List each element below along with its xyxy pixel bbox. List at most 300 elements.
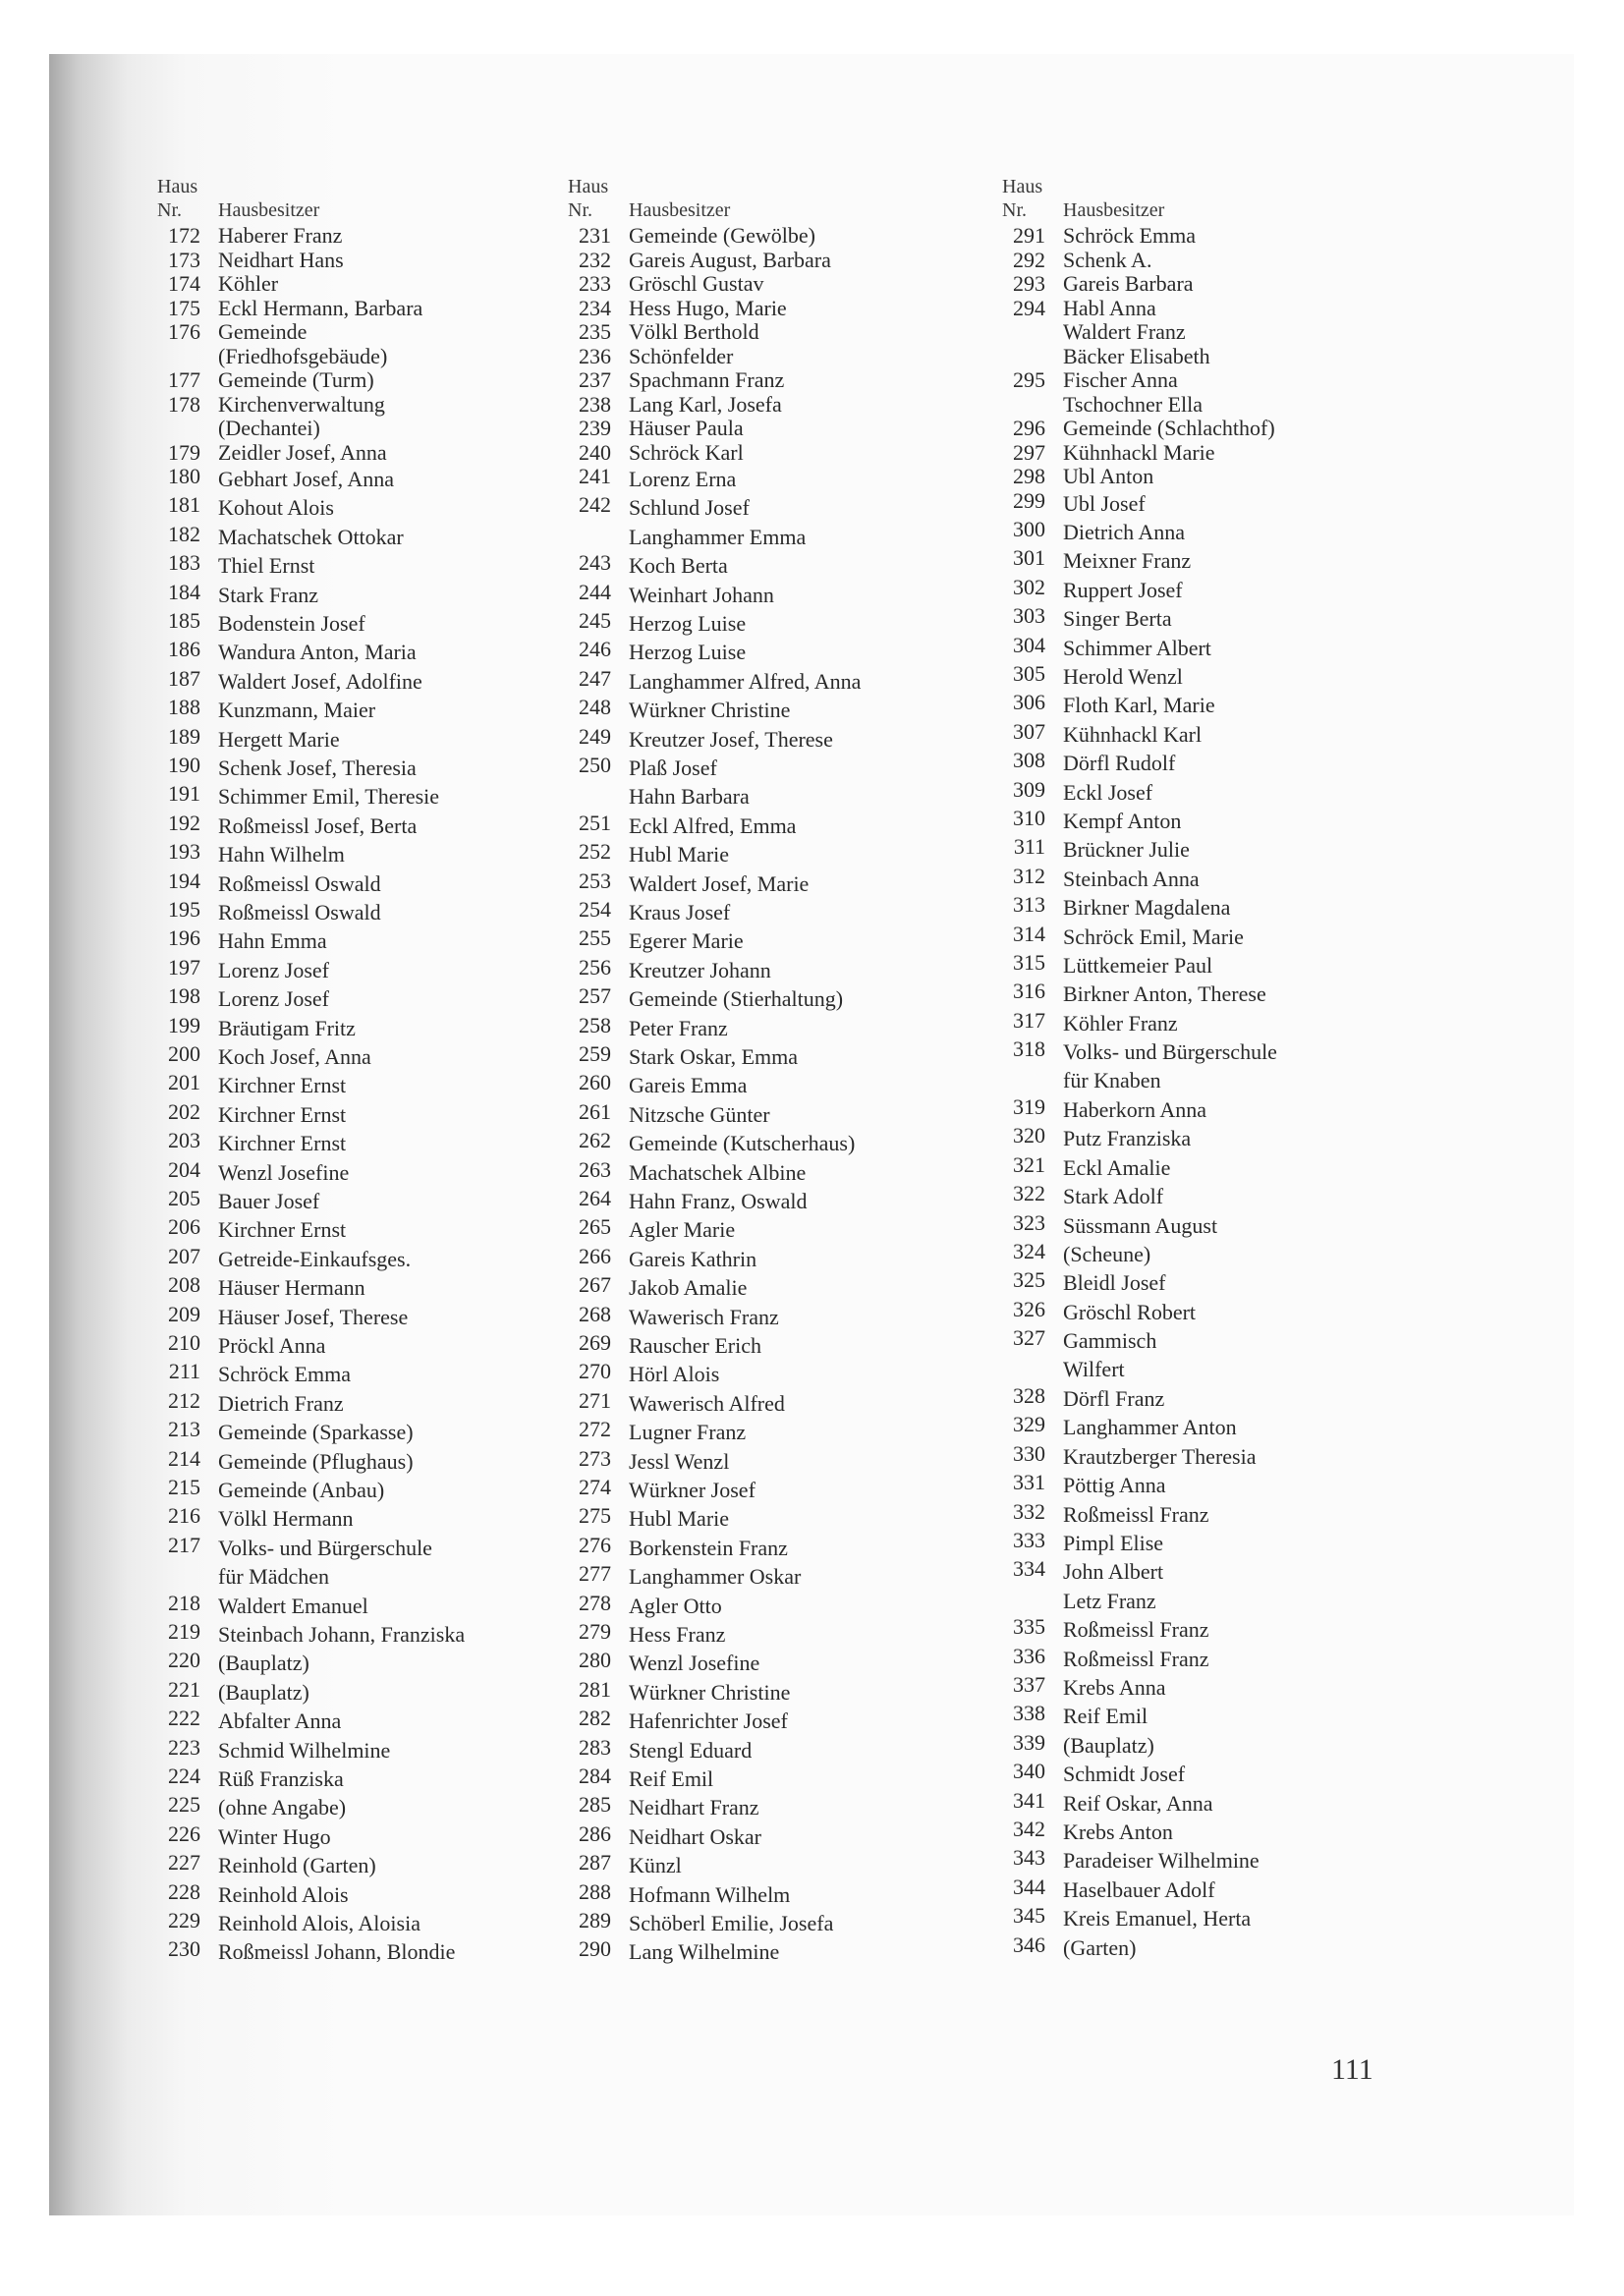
house-number: 283 [579, 1734, 611, 1760]
house-number: 177 [168, 367, 200, 392]
house-number: 239 [579, 416, 611, 440]
owner-line: Dörfl Rudolf [1063, 751, 1176, 776]
house-number: 308 [1013, 748, 1045, 773]
house-owner [629, 1331, 761, 1360]
house-number: 247 [579, 665, 611, 691]
house-number: 199 [168, 1012, 200, 1037]
owner-line: Meixner Franz [1063, 548, 1192, 574]
house-number: 310 [1013, 805, 1045, 830]
house-owner [629, 249, 831, 273]
owner-line: Singer Berta [1063, 606, 1172, 632]
house-number: 172 [168, 223, 200, 248]
house-owner [1063, 604, 1172, 633]
owner-line: Ruppert Josef [1063, 577, 1183, 602]
owner-line: Letz Franz [1063, 1588, 1156, 1613]
house-number: 251 [579, 810, 611, 835]
house-number: 339 [1013, 1729, 1045, 1755]
house-number: 195 [168, 897, 200, 922]
owner-line: Langhammer Alfred, Anna [629, 668, 862, 694]
owner-line: Herzog Luise [629, 640, 747, 665]
owner-line: Langhammer Oskar [629, 1564, 802, 1590]
house-owner [629, 1303, 779, 1331]
house-number: 246 [579, 637, 611, 662]
owner-line: Lorenz Erna [629, 467, 737, 491]
house-number: 205 [168, 1186, 200, 1210]
house-owner [1063, 489, 1146, 518]
house-number: 342 [1013, 1816, 1045, 1841]
house-owner [1063, 1702, 1148, 1730]
house-number: 250 [579, 753, 611, 777]
house-number: 309 [1013, 776, 1045, 802]
house-owner [1063, 1182, 1163, 1210]
house-number: 256 [579, 954, 611, 980]
owner-line: Hubl Marie [629, 842, 730, 868]
owner-line: Gröschl Gustav [629, 271, 764, 296]
house-number: 302 [1013, 574, 1045, 599]
house-owner [218, 1764, 344, 1793]
house-owner [1063, 368, 1203, 417]
house-owner [629, 1418, 746, 1446]
owner-line: Krautzberger Theresia [1063, 1443, 1257, 1469]
owner-line: Gemeinde (Sparkasse) [218, 1420, 414, 1445]
owner-line: Koch Josef, Anna [218, 1044, 371, 1069]
house-owner [218, 1793, 346, 1821]
header-haus: Haus [1002, 176, 1043, 197]
owner-line: Pröckl Anna [218, 1333, 326, 1358]
owner-line: Eckl Hermann, Barbara [218, 295, 423, 320]
owner-line: Krebs Anna [1063, 1674, 1166, 1700]
house-number: 215 [168, 1475, 200, 1499]
house-owner [629, 812, 796, 840]
house-number: 278 [579, 1590, 611, 1615]
column-header [568, 198, 980, 224]
owner-line: Herzog Luise [629, 611, 747, 636]
owner-line: Getreide-Einkaufsges. [218, 1246, 412, 1271]
house-owner [1063, 1904, 1251, 1932]
house-owner [629, 1562, 801, 1591]
house-number: 277 [579, 1561, 611, 1587]
header-hausbesitzer: Hausbesitzer [218, 199, 320, 221]
house-number: 204 [168, 1156, 200, 1182]
house-owner [629, 1851, 682, 1879]
owner-line: Eckl Alfred, Emma [629, 812, 797, 838]
owner-line: Dietrich Anna [1063, 519, 1186, 544]
house-number: 337 [1013, 1671, 1045, 1697]
house-owner [1063, 1760, 1185, 1788]
owner-line: Roßmeissl Johann, Blondie [218, 1939, 456, 1965]
house-number: 230 [168, 1936, 200, 1962]
house-owner [218, 1215, 346, 1244]
owner-line: Schröck Emma [218, 1362, 352, 1387]
owner-line: Kühnhackl Karl [1063, 721, 1203, 747]
house-owner [1063, 1615, 1209, 1644]
owner-line: Waldert Franz [1063, 319, 1186, 344]
house-number: 346 [1013, 1932, 1045, 1957]
owner-line: Künzl [629, 1853, 682, 1878]
house-owner [218, 320, 387, 368]
house-owner [1063, 1326, 1156, 1384]
owner-line: Machatschek Albine [629, 1159, 807, 1185]
owner-line: Häuser Josef, Therese [218, 1304, 409, 1329]
owner-line: Schröck Emma [1063, 223, 1197, 248]
owner-line: (Bauplatz) [1063, 1732, 1154, 1758]
house-number: 298 [1013, 464, 1045, 488]
house-number: 227 [168, 1850, 200, 1876]
house-owner [1063, 576, 1183, 604]
owner-line: Hergett Marie [218, 726, 340, 752]
owner-line: Wandura Anton, Maria [218, 640, 417, 665]
owner-line: Volks- und Bürgerschule [218, 1535, 432, 1560]
owner-line: Machatschek Ottokar [218, 524, 404, 549]
house-number: 334 [1013, 1556, 1045, 1582]
house-number: 260 [579, 1070, 611, 1095]
house-owner [218, 1071, 346, 1099]
house-owner [1063, 249, 1151, 273]
house-owner [629, 1071, 747, 1099]
house-number: 323 [1013, 1209, 1045, 1235]
owner-line: Schenk Josef, Theresia [218, 756, 417, 780]
owner-line: Köhler [218, 271, 279, 296]
house-number: 209 [168, 1301, 200, 1326]
house-owner [218, 696, 375, 724]
house-number: 324 [1013, 1238, 1045, 1263]
house-number: 313 [1013, 892, 1045, 918]
house-number: 304 [1013, 632, 1045, 657]
owner-line: Jakob Amalie [629, 1275, 748, 1301]
house-number: 203 [168, 1128, 200, 1153]
owner-line: für Mädchen [218, 1564, 330, 1590]
owner-line: Gemeinde (Anbau) [218, 1478, 385, 1502]
house-number: 255 [579, 925, 611, 951]
owner-line: Roßmeissl Oswald [218, 900, 381, 924]
owner-line: Putz Franziska [1063, 1126, 1192, 1151]
owner-line: Hahn Barbara [629, 784, 750, 810]
owner-line: Wawerisch Alfred [629, 1390, 785, 1416]
owner-line: Völkl Berthold [629, 319, 759, 344]
owner-line: Kraus Josef [629, 900, 731, 924]
house-owner [218, 1042, 371, 1071]
owner-line: Waldert Emanuel [218, 1593, 368, 1618]
house-owner [1063, 951, 1212, 980]
header-haus: Haus [157, 176, 198, 197]
owner-line: Reif Emil [629, 1766, 714, 1791]
house-number: 267 [579, 1272, 611, 1298]
house-number: 257 [579, 983, 611, 1009]
house-owner [629, 1100, 770, 1129]
house-number: 333 [1013, 1527, 1045, 1552]
house-number: 232 [579, 247, 611, 272]
house-owner [1063, 893, 1230, 922]
owner-line: Roßmeissl Franz [1063, 1501, 1209, 1527]
column-header [157, 198, 550, 224]
owner-line: Gemeinde (Schlachthof) [1063, 416, 1275, 440]
house-number: 265 [579, 1214, 611, 1240]
house-owner [218, 1851, 376, 1879]
house-owner [1063, 1037, 1277, 1095]
owner-line: Stengl Eduard [629, 1737, 753, 1763]
house-number: 196 [168, 925, 200, 951]
owner-line: Stark Adolf [1063, 1184, 1164, 1209]
house-owner [629, 1880, 790, 1909]
owner-line: Ubl Josef [1063, 490, 1146, 516]
owner-line: Gröschl Robert [1063, 1299, 1197, 1324]
house-column-2 [568, 175, 980, 1965]
owner-line: Gareis Kathrin [629, 1246, 757, 1271]
house-owner [629, 1822, 761, 1851]
owner-line: Peter Franz [629, 1015, 728, 1040]
house-number: 331 [1013, 1470, 1045, 1495]
owner-line: Schröck Emil, Marie [1063, 924, 1244, 949]
house-owner [629, 320, 759, 345]
house-owner [629, 956, 771, 984]
house-owner [1063, 1731, 1154, 1760]
house-number: 233 [579, 271, 611, 296]
house-number: 282 [579, 1706, 611, 1731]
owner-line: Abfalter Anna [218, 1708, 342, 1734]
house-owner [218, 840, 345, 868]
house-owner [218, 1014, 356, 1042]
header-nr: Nr. [568, 199, 592, 221]
house-owner [629, 840, 729, 868]
house-number: 241 [579, 464, 611, 488]
house-owner [218, 465, 394, 493]
house-owner [1063, 865, 1200, 893]
house-owner [218, 581, 318, 609]
owner-line: Nitzsche Günter [629, 1101, 770, 1127]
house-number: 222 [168, 1706, 200, 1731]
owner-line: Neidhart Hans [218, 247, 344, 272]
owner-line: Roßmeissl Josef, Berta [218, 812, 418, 838]
house-owner [629, 1534, 788, 1562]
owner-line: Reif Oskar, Anna [1063, 1790, 1213, 1816]
house-number: 305 [1013, 660, 1045, 686]
owner-line: Schenk A. [1063, 247, 1152, 272]
owner-line: Schöberl Emilie, Josefa [629, 1911, 834, 1935]
owner-line: (ohne Angabe) [218, 1795, 347, 1820]
house-number: 184 [168, 579, 200, 604]
house-owner [629, 754, 750, 812]
house-owner [629, 1014, 728, 1042]
house-number: 175 [168, 295, 200, 320]
owner-line: Ubl Anton [1063, 464, 1154, 488]
house-number: 276 [579, 1532, 611, 1557]
house-owner [629, 1909, 833, 1937]
house-number: 335 [1013, 1614, 1045, 1640]
house-owner [218, 812, 417, 840]
owner-line: Stark Oskar, Emma [629, 1044, 799, 1069]
owner-line: Lugner Franz [629, 1420, 747, 1445]
house-owner [1063, 1268, 1166, 1297]
house-number: 183 [168, 550, 200, 576]
house-number: 180 [168, 464, 200, 488]
house-owner [1063, 1500, 1209, 1529]
owner-line: Reif Emil [1063, 1704, 1148, 1729]
house-number: 336 [1013, 1643, 1045, 1668]
owner-line: Plaß Josef [629, 756, 717, 780]
owner-line: Rauscher Erich [629, 1333, 761, 1358]
house-number: 291 [1013, 223, 1045, 248]
house-number: 237 [579, 367, 611, 392]
owner-line: Tschochner Ella [1063, 391, 1204, 417]
house-number: 193 [168, 839, 200, 865]
owner-line: Hafenrichter Josef [629, 1708, 788, 1734]
owner-line: Lorenz Josef [218, 986, 330, 1012]
house-owner [218, 1822, 331, 1851]
house-owner [1063, 1009, 1178, 1037]
owner-line: Hahn Franz, Oswald [629, 1189, 808, 1213]
house-number: 211 [168, 1359, 200, 1384]
house-number: 229 [168, 1908, 200, 1932]
house-owner [629, 1273, 747, 1302]
house-owner [218, 1273, 365, 1302]
house-owner [629, 417, 744, 441]
owner-line: (Bauplatz) [218, 1651, 309, 1676]
owner-line: Gemeinde (Kutscherhaus) [629, 1131, 856, 1156]
house-number: 220 [168, 1648, 200, 1673]
owner-line: (Garten) [1063, 1934, 1137, 1960]
house-number: 221 [168, 1676, 200, 1702]
owner-line: Jessl Wenzl [629, 1448, 730, 1474]
owner-line: Herold Wenzl [1063, 663, 1183, 689]
owner-line: Gemeinde (Gewölbe) [629, 223, 815, 248]
house-owner [629, 1245, 756, 1273]
house-owner [629, 1504, 729, 1533]
house-owner [1063, 807, 1181, 835]
owner-line: Pimpl Elise [1063, 1530, 1164, 1555]
house-owner [218, 1187, 319, 1215]
house-owner [218, 1504, 353, 1533]
house-number: 206 [168, 1214, 200, 1240]
owner-line: (Bauplatz) [218, 1679, 309, 1705]
owner-line: Langhammer Emma [629, 524, 807, 549]
house-number: 198 [168, 983, 200, 1009]
house-owner [1063, 1529, 1163, 1557]
house-owner [629, 493, 806, 551]
owner-line: Borkenstein Franz [629, 1535, 788, 1560]
owner-line: Bodenstein Josef [218, 611, 365, 636]
owner-line: Hess Hugo, Marie [629, 295, 787, 320]
owner-line: Völkl Hermann [218, 1506, 354, 1532]
house-owner [1063, 441, 1215, 466]
house-owner [629, 696, 790, 724]
house-number: 217 [168, 1532, 200, 1557]
house-number: 254 [579, 897, 611, 922]
house-number: 293 [1013, 271, 1045, 296]
owner-line: Habl Anna [1063, 295, 1156, 320]
house-number: 200 [168, 1041, 200, 1066]
house-number: 272 [579, 1417, 611, 1442]
house-number: 280 [579, 1648, 611, 1673]
owner-line: Schlund Josef [629, 495, 750, 521]
owner-line: Lang Wilhelmine [629, 1939, 780, 1965]
owner-line: Brückner Julie [1063, 837, 1190, 863]
house-number: 236 [579, 343, 611, 368]
house-owner [1063, 518, 1185, 546]
house-owner [629, 393, 782, 418]
owner-line: Fischer Anna [1063, 367, 1178, 392]
owner-line: Haselbauer Adolf [1063, 1876, 1215, 1902]
owner-line: Gemeinde (Pflughaus) [218, 1448, 414, 1474]
owner-line: Lüttkemeier Paul [1063, 952, 1213, 978]
house-number: 279 [579, 1619, 611, 1644]
house-owner [629, 224, 815, 249]
owner-line: Kreutzer Johann [629, 957, 771, 982]
house-owner [1063, 980, 1266, 1008]
owner-line: Neidhart Oskar [629, 1823, 762, 1849]
house-owner [1063, 1413, 1237, 1441]
house-owner [1063, 546, 1191, 575]
house-owner [218, 1418, 414, 1446]
house-owner [218, 297, 422, 321]
house-owner [1063, 1298, 1196, 1326]
house-owner [1063, 662, 1183, 691]
owner-line: Kreis Emanuel, Herta [1063, 1906, 1252, 1932]
house-number: 238 [579, 391, 611, 417]
house-number: 261 [579, 1098, 611, 1124]
owner-line: Koch Berta [629, 553, 728, 579]
owner-line: Häuser Paula [629, 416, 744, 440]
house-owner [1063, 417, 1275, 441]
owner-line: Reinhold Alois, Aloisia [218, 1911, 420, 1935]
owner-line: Haberkorn Anna [1063, 1096, 1207, 1122]
house-owner [218, 984, 329, 1013]
house-number: 212 [168, 1387, 200, 1413]
house-owner [629, 1678, 790, 1707]
house-owner [218, 754, 417, 782]
house-number: 179 [168, 439, 200, 465]
house-number: 225 [168, 1792, 200, 1818]
house-owner [1063, 1384, 1164, 1413]
owner-line: Waldert Josef, Adolfine [218, 668, 422, 694]
owner-line: Hörl Alois [629, 1362, 720, 1387]
house-owner [629, 984, 843, 1013]
house-owner [218, 1303, 408, 1331]
house-number: 235 [579, 319, 611, 344]
house-owner [629, 1793, 759, 1821]
house-owner [1063, 1789, 1212, 1818]
owner-line: Kohout Alois [218, 495, 334, 521]
owner-line: Roßmeissl Oswald [218, 870, 381, 896]
house-owner [629, 1389, 785, 1418]
house-number: 178 [168, 391, 200, 417]
house-owner [218, 1678, 309, 1707]
house-owner [629, 1736, 752, 1764]
owner-line: Bauer Josef [218, 1189, 320, 1213]
owner-line: (Dechantei) [218, 416, 320, 440]
house-number: 243 [579, 550, 611, 576]
house-number: 213 [168, 1417, 200, 1442]
house-number: 340 [1013, 1759, 1045, 1784]
house-owner [1063, 272, 1194, 297]
house-number: 234 [579, 295, 611, 320]
house-number: 231 [579, 223, 611, 248]
owner-line: Floth Karl, Marie [1063, 693, 1215, 718]
house-owner [1063, 1876, 1215, 1904]
house-number: 306 [1013, 690, 1045, 715]
owner-line: Bäcker Elisabeth [1063, 343, 1210, 368]
house-owner [218, 1476, 384, 1504]
house-owner [218, 272, 278, 297]
house-owner [1063, 465, 1153, 489]
house-owner [1063, 1645, 1209, 1673]
house-owner [629, 1158, 806, 1187]
header-hausbesitzer: Hausbesitzer [629, 199, 731, 221]
house-number: 338 [1013, 1701, 1045, 1726]
house-number: 325 [1013, 1267, 1045, 1293]
house-number: 321 [1013, 1151, 1045, 1177]
owner-line: Thiel Ernst [218, 553, 315, 579]
house-column-3 [1002, 175, 1395, 1960]
